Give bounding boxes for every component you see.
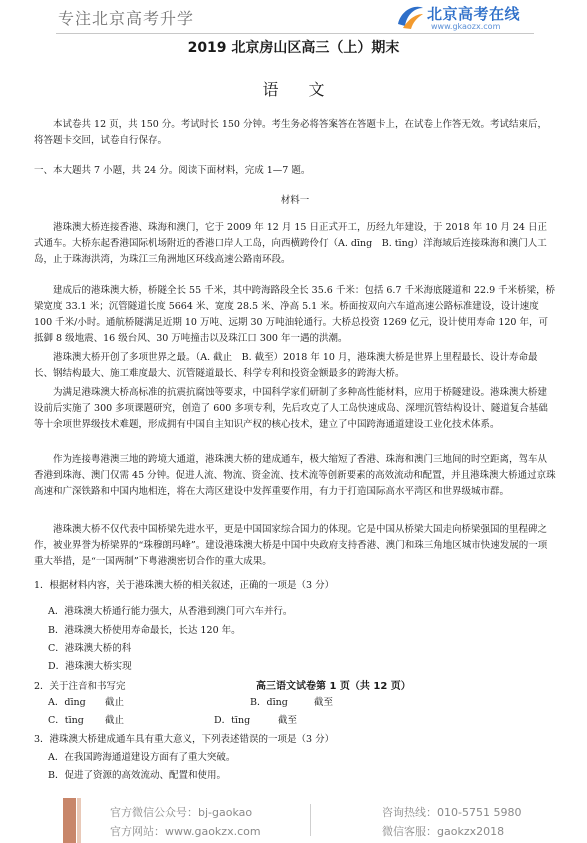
passage-paragraph-1: 港珠澳大桥连接香港、珠海和澳门，它于 2009 年 12 月 15 日正式开工，历经九年建设，于 2018 年 10 月 24 日正式通车。大桥东起香港国际机场附近的香港口岸人工岛，向西横跨伶仃（A. dīng B. tīng）洋海域后连接珠海和澳门人工岛，止于珠海洪湾，为珠江三角洲地区环线高速公路南环段。 xyxy=(34,222,547,265)
exam-title: 2019 北京房山区高三（上）期末 xyxy=(187,40,400,56)
passage-paragraph-5: 作为连接粤港澳三地的跨境大通道，港珠澳大桥的建成通车，极大缩短了香港、珠海和澳门三地间的时空距离，驾车从香港到珠海、澳门仅需 45 分钟。促进人流、物流、资金流、技术流等创新要素的高效流动和配置，并且港珠澳大桥通过京珠高速和广深铁路和中国内地相连，将在大湾区建设中发挥重要作用，有力于打造国际高水平湾区和世界级城市群。 xyxy=(34,454,556,497)
question-2-stem: 2．关于注音和书写完 xyxy=(34,681,126,692)
footer-website-link[interactable]: 官方网站：www.gaokzx.com xyxy=(110,825,261,838)
footer-accent-bar xyxy=(63,798,76,843)
header-slogan: 专注北京高考升学 xyxy=(58,9,195,28)
footer-wechat-service: 微信客服：gaokzx2018 xyxy=(382,825,505,838)
exam-instructions: 本试卷共 12 页，共 150 分。考试时长 150 分钟。考生务必将答案答在答题卡上，在试卷上作答无效。考试结束后，将答题卡交回，试卷自行保存。 xyxy=(34,119,547,146)
question-2-option-b-word: 截至 xyxy=(314,697,334,708)
section-heading: 一、本大题共 7 小题，共 24 分。阅读下面材料，完成 1—7 题。 xyxy=(34,165,311,176)
question-1-stem: 1．根据材料内容，关于港珠澳大桥的相关叙述，正确的一项是（3 分） xyxy=(34,580,335,591)
question-2-option-a-label: A．dīng xyxy=(48,697,86,708)
question-1-option-c: C．港珠澳大桥的科 xyxy=(48,643,132,654)
footer-accent-stripe xyxy=(77,798,81,843)
question-2-option-c-label: C．tīng xyxy=(48,715,84,726)
footer-divider xyxy=(310,804,311,836)
passage-paragraph-3: 港珠澳大桥开创了多项世界之最。（A. 截止 B. 截至）2018 年 10 月，港珠澳大桥是世界上里程最长、设计寿命最长、钢结构最大、施工难度最大、沉管隧道最长、科学专利和投资金额最多的跨海大桥。 xyxy=(34,352,538,379)
material-label: 材料一 xyxy=(280,195,310,206)
question-2-option-c-word: 截止 xyxy=(105,715,125,726)
logo-swoosh-icon xyxy=(395,2,425,32)
header-divider xyxy=(56,33,534,34)
question-1-option-a: A．港珠澳大桥通行能力强大，从香港到澳门可六车并行。 xyxy=(48,606,293,617)
footer-hotline: 咨询热线：010-5751 5980 xyxy=(382,806,522,819)
question-1-option-d: D．港珠澳大桥实现 xyxy=(48,661,132,672)
footer-banner xyxy=(0,798,587,843)
question-2-option-d-word: 截至 xyxy=(278,715,298,726)
question-3-option-b: B．促进了资源的高效流动、配置和使用。 xyxy=(48,770,226,781)
question-3-option-a: A．在我国跨海通道建设方面有了重大突破。 xyxy=(48,752,236,763)
exam-subject: 语文 xyxy=(262,80,355,99)
question-2-option-a-word: 截止 xyxy=(105,697,125,708)
site-logo[interactable] xyxy=(395,2,545,34)
question-2-option-b-label: B．dīng xyxy=(250,697,288,708)
footer-wechat-account: 官方微信公众号：bj-gaokao xyxy=(110,806,253,819)
passage-paragraph-6: 港珠澳大桥不仅代表中国桥梁先进水平，更是中国国家综合国力的体现。它是中国从桥梁大国走向桥梁强国的里程碑之作，被业界誉为桥梁界的“珠穆朗玛峰”。建设港珠澳大桥是中国中央政府支持香港、澳门和珠三角地区城市快速发展的一项重大举措，是“一国两制”下粤港澳密切合作的重大成果。 xyxy=(34,524,548,567)
question-2-option-d-label: D．tīng xyxy=(214,715,251,726)
logo-url: www.gkaozx.com xyxy=(431,22,501,31)
question-1-option-b: B．港珠澳大桥使用寿命最长，长达 120 年。 xyxy=(48,625,241,636)
passage-paragraph-4: 为满足港珠澳大桥高标准的抗震抗腐蚀等要求，中国科学家们研制了多种高性能材料，应用于桥隧建设。港珠澳大桥建设前后实施了 300 多项课题研究，创造了 600 多项专利，先后攻克了人工岛快速成岛、深埋沉管结构设计、隧道复合基础等十余项世界级技术难题，形成拥有中国自主知识产权的核心技术，建立了中国跨海通道建设工业化技术体系。 xyxy=(34,387,548,430)
logo-name: 北京高考在线 xyxy=(427,5,521,23)
question-3-stem: 3．港珠澳大桥建成通车具有重大意义，下列表述错误的一项是（3 分） xyxy=(34,734,335,745)
passage-paragraph-2: 建成后的港珠澳大桥，桥隧全长 55 千米，其中跨海路段全长 35.6 千米：包括 6.7 千米海底隧道和 22.9 千米桥梁，桥梁宽度 33.1 米；沉管隧道长度 5664 米、宽度 28.5 米、净高 5.1 米。桥面按双向六车道高速公路标准建设，设计速度 100 千米/小时。通航桥隧满足近期 10 万吨、远期 30 万吨油轮通行。大桥总投资 1269 亿元，设计使用寿命 120 年，可抵御 8 级地震、16 级台风、30 万吨撞击以及珠江口 300 年一遇的洪潮。 xyxy=(34,285,556,344)
page-number-footer: 高三语文试卷第 1 页（共 12 页） xyxy=(252,677,415,692)
